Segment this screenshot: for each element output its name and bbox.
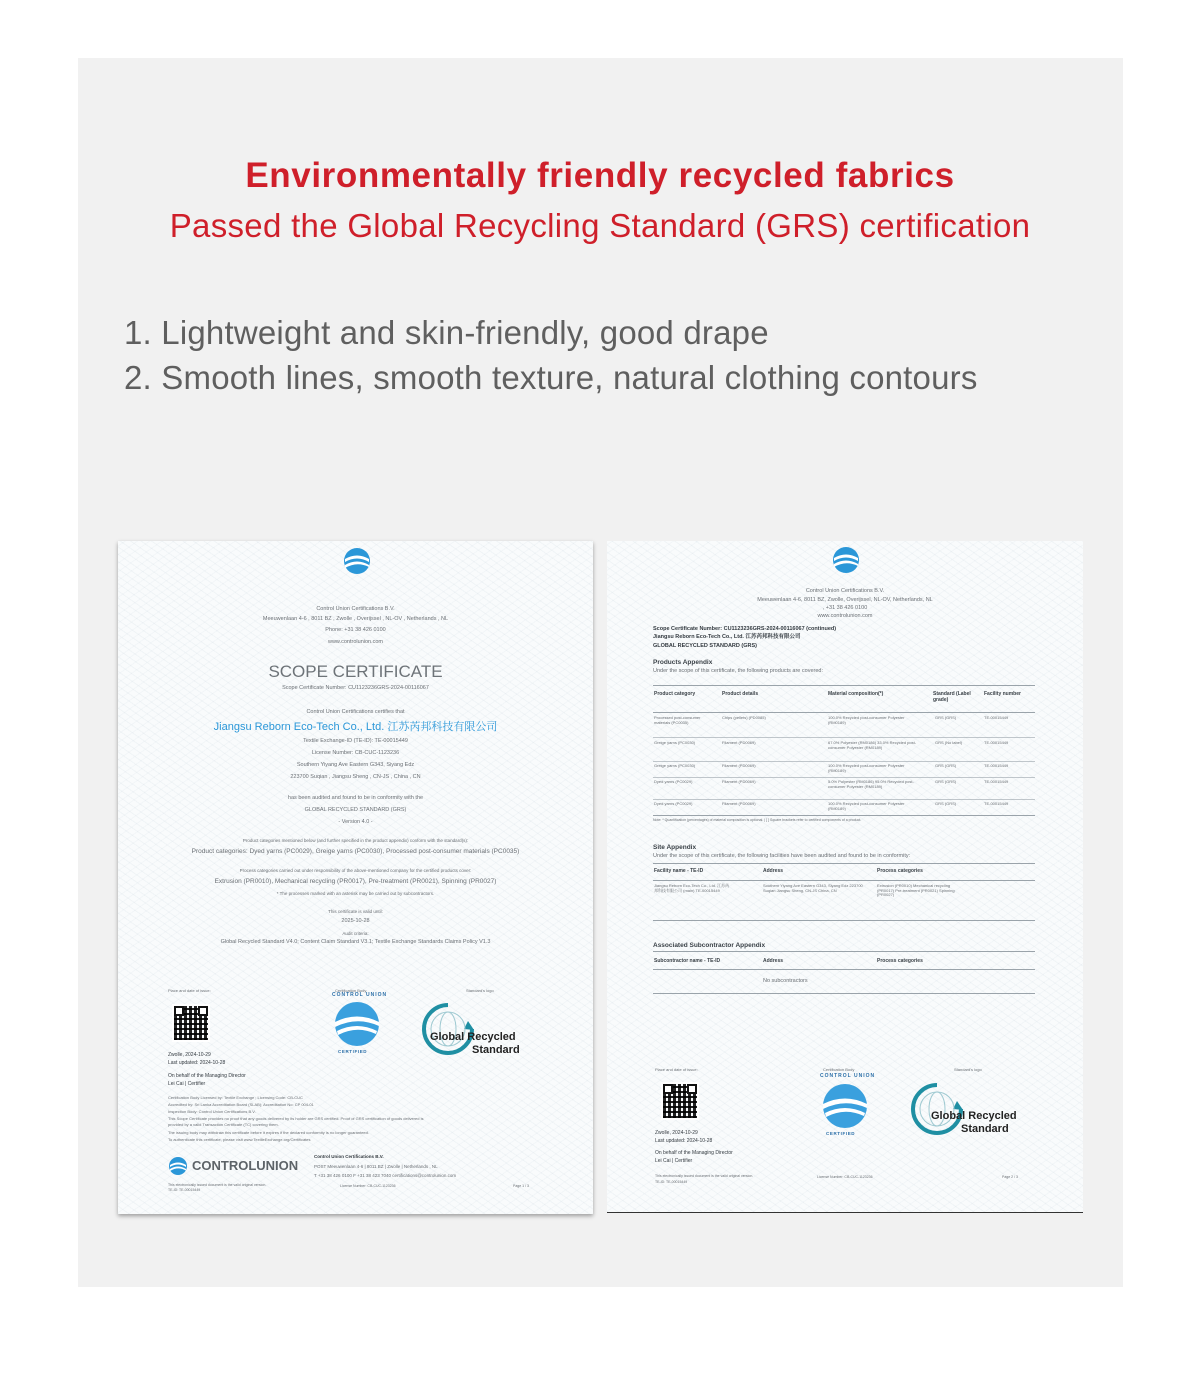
standard-name: GLOBAL RECYCLED STANDARD (GRS) <box>653 643 757 649</box>
signer: Lei Cai | Certifier <box>655 1158 693 1164</box>
footer-teid: TE-ID: TE-00015449 <box>655 1180 688 1184</box>
place-date: Zwolle, 2024-10-29 <box>168 1052 211 1058</box>
scope-certificate-page-1 <box>118 541 593 1214</box>
fine-print-3: Inspection Body: Control Union Certifications B.V. <box>168 1109 256 1114</box>
col-subcontractor-name: Subcontractor name - TE-ID <box>654 958 721 964</box>
cell-details: Filament (PD0069) <box>722 763 756 768</box>
cell-composition: 100.0% Recycled post-consumer Polyester (RM0189) <box>828 801 905 811</box>
company-name: Jiangsu Reborn Eco-Tech Co., Ltd. 江苏芮邦科技有限公司 <box>213 721 498 733</box>
valid-until: 2025-10-28 <box>341 918 370 924</box>
cell-facility: TE-00015449 <box>984 763 1009 768</box>
footer-license: License Number: CB-CUC-1123236 <box>340 1184 396 1188</box>
certificate-number: Scope Certificate Number: CU1123236GRS-2024-00116067 <box>282 685 429 691</box>
col-material-composition: Material composition(*) <box>828 691 884 697</box>
row-rule <box>653 777 1035 778</box>
table-rule <box>653 951 1035 952</box>
page-number: Page 1 / 3 <box>513 1184 529 1188</box>
issuer: Control Union Certifications B.V. <box>805 588 885 594</box>
seal-text: CONTROL UNION <box>332 992 388 998</box>
cell-category: Dyed yarns (PC0029) <box>654 779 693 784</box>
logo-label: Standard's logo <box>466 988 494 993</box>
subheadline: Passed the Global Recycling Standard (GRS) certification <box>169 207 1031 244</box>
seal-certified: CERTIFIED <box>338 1049 368 1054</box>
col-sub-processes: Process categories <box>877 958 923 964</box>
cell-standard: GRS (GRS) <box>935 763 957 768</box>
cell-composition: 100.0% Recycled post-consumer Polyester (RM0189) <box>828 763 905 773</box>
issuer-phone: , +31 38 426 0100 <box>822 605 868 611</box>
site-address: Southern Yiyang Ave Eastern G343, Siyang Edz 223700 Suqian Jiangsu Sheng, CN-JS China, CN <box>763 883 863 893</box>
process-note: Process categories carried out under responsibility of the above-mentioned company for the certified products cover: <box>239 868 472 873</box>
grs-logo-text-2: Standard <box>961 1123 1009 1135</box>
category-note: Product categories mentioned below (and further specified in the product appendix) conform with the standard(s): <box>242 838 469 843</box>
issuer-website: www.controlunion.com <box>817 613 873 619</box>
cell-details: Filament (PD0069) <box>722 740 756 745</box>
cell-details: Filament (PD0069) <box>722 779 756 784</box>
cell-category: Greige yarns (PC0030) <box>654 763 696 768</box>
fine-print-4: This Scope Certificate provides no proof that any goods delivered by its holder are GRS certified. Proof of GRS certification of goods delivered is <box>168 1116 424 1121</box>
issuer-address: Meeuwenlaan 4-6 , 8011 BZ , Zwolle , Overijssel , NL-OV , Netherlands , NL <box>262 616 449 622</box>
site-processes: Extrusion (PR0010) Mechanical recycling (PR0017) Pre-treatment (PR0021) Spinning (PR0027) <box>877 883 955 898</box>
col-facility-name: Facility name - TE-ID <box>654 868 704 874</box>
cell-facility: TE-00015449 <box>984 740 1009 745</box>
table-rule <box>653 969 1035 970</box>
col-product-category: Product category <box>654 691 696 697</box>
footer-tel: T +31 38 426 0100 F +31 38 423 7040 certifications@controlunion.com <box>314 1173 457 1178</box>
footer-license: License Number: CB-CUC-1123236 <box>817 1175 873 1179</box>
cell-facility: TE-00015449 <box>984 715 1009 720</box>
cell-category: Dyed yarns (PC0029) <box>654 801 693 806</box>
last-updated: Last updated: 2024-10-28 <box>655 1138 713 1144</box>
controlunion-brand-icon <box>168 1156 188 1176</box>
cell-composition: 5.0% Polyester (RM0186) 95.0% Recycled post-consumer Polyester (RM0189) <box>828 779 914 789</box>
control-union-logo-icon <box>342 546 372 576</box>
on-behalf: On behalf of the Managing Director <box>168 1073 246 1079</box>
standard-name: GLOBAL RECYCLED STANDARD (GRS) <box>304 807 407 813</box>
certifies-line: Control Union Certifications certifies that <box>306 709 405 715</box>
table-rule <box>653 685 1035 686</box>
products-intro: Under the scope of this certificate, the following products are covered: <box>653 668 823 674</box>
body-label: Certification Body <box>335 988 367 993</box>
place-label: Place and date of issue: <box>168 988 211 993</box>
company-city: 223700 Suqian , Jiangsu Sheng , CN-JS , China , CN <box>290 774 421 780</box>
certificate-number: Scope Certificate Number: CU1123236GRS-2024-00116067 (continued) <box>653 626 837 632</box>
seal-certified: CERTIFIED <box>826 1131 856 1136</box>
certificate-title: SCOPE CERTIFICATE <box>268 662 443 681</box>
no-subcontractors: No subcontractors <box>763 978 808 984</box>
grs-logo-icon <box>907 1079 967 1139</box>
process-categories: Extrusion (PR0010), Mechanical recycling (PR0017), Pre-treatment (PR0021), Spinning (PR0027) <box>214 878 497 885</box>
asterisk-note: * The processes marked with an asterisk may be carried out by subcontractors. <box>276 891 435 896</box>
valid-label: This certificate is valid until: <box>328 909 383 914</box>
license-number: License Number: CB-CUC-1123236 <box>311 750 400 756</box>
table-rule <box>653 920 1035 921</box>
qr-code-icon <box>174 1006 208 1040</box>
fine-print-6: The issuing body may withdraw this certificate before it expires if the declared conformity is no longer guaranteed. <box>168 1130 369 1135</box>
col-address: Address <box>763 868 784 874</box>
cell-standard: GRS (GRS) <box>935 801 957 806</box>
col-facility-number: Facility number <box>984 691 1021 697</box>
cell-details: Chips (pellets) (PD0085) <box>722 715 766 720</box>
footer-teid: TE-ID: TE-00015449 <box>168 1188 201 1192</box>
fine-print-1: Certification Body Licensed by: Textile Exchange ; Licensing Code: CB-CUC <box>168 1095 303 1100</box>
last-updated: Last updated: 2024-10-28 <box>168 1060 226 1066</box>
footer-company: Control Union Certifications B.V. <box>314 1154 384 1159</box>
cell-facility: TE-00015449 <box>984 801 1009 806</box>
standard-version: - Version 4.0 - <box>338 819 373 825</box>
cell-standard: GRS (GRS) <box>935 715 957 720</box>
product-categories: Product categories: Dyed yarns (PC0029), Greige yarns (PC0030), Processed post-consumer materials (PC0035) <box>191 848 520 855</box>
row-rule <box>653 761 1035 762</box>
company-street: Southern Yiyang Ave Eastern G343, Siyang Edz <box>296 762 415 768</box>
te-id: Textile Exchange-ID (TE-ID): TE-00015449 <box>303 738 408 744</box>
brand-wordmark: CONTROLUNION <box>192 1158 299 1173</box>
feature-2: 2. Smooth lines, smooth texture, natural clothing contours <box>124 359 978 396</box>
row-rule <box>653 737 1035 738</box>
issuer-phone: Phone: +31 38 426 0100 <box>325 627 386 633</box>
audited-line: has been audited and found to be in conformity with the <box>287 795 424 801</box>
table-rule <box>653 815 1035 816</box>
site-title: Site Appendix <box>653 844 697 851</box>
col-standard: Standard (Label grade) <box>933 691 971 703</box>
audit-criteria: Global Recycled Standard V4.0; Content Claim Standard V3.1; Textile Exchange Standards Claims Policy V1.3 <box>220 939 491 945</box>
cell-composition: 100.0% Recycled post-consumer Polyester (RM0189) <box>828 715 905 725</box>
table-rule <box>653 993 1035 994</box>
signer: Lei Cai | Certifier <box>168 1081 206 1087</box>
row-rule <box>653 799 1035 800</box>
col-process-categories: Process categories <box>877 868 923 874</box>
control-union-logo-icon <box>831 545 861 575</box>
qr-code-icon <box>663 1084 697 1118</box>
cell-category: Greige yarns (PC0030) <box>654 740 696 745</box>
on-behalf: On behalf of the Managing Director <box>655 1150 733 1156</box>
grs-logo-text-2: Standard <box>472 1044 520 1056</box>
cell-category: Processed post-consumer materials (PC0035) <box>654 715 701 725</box>
fine-print-7: To authenticate this certificate, please visit www.TextileExchange.org/Certificates <box>168 1137 311 1142</box>
subcontractor-title: Associated Subcontractor Appendix <box>653 942 766 949</box>
page-number: Page 2 / 3 <box>1002 1175 1018 1179</box>
footer-note: This electronically issued document is the valid original version. <box>168 1183 267 1187</box>
grs-logo-text-1: Global Recycled <box>430 1031 516 1043</box>
audit-label: Audit criteria: <box>342 931 369 936</box>
cell-standard: GRS (GRS) <box>935 779 957 784</box>
headline: Environmentally friendly recycled fabrics <box>245 156 955 195</box>
site-name: Jiangsu Reborn Eco-Tech Co., Ltd. 江苏芮邦科技有限公司 (main) TE-00015449 <box>654 883 730 893</box>
seal-text: CONTROL UNION <box>820 1073 876 1079</box>
grs-logo-text-1: Global Recycled <box>931 1110 1017 1122</box>
fine-print-5: provided by a valid Transaction Certificate (TC) covering them. <box>168 1122 279 1127</box>
place-date: Zwolle, 2024-10-29 <box>655 1130 698 1136</box>
cell-composition: 67.0% Polyester (RM0186) 33.0% Recycled post-consumer Polyester (RM0189) <box>828 740 917 750</box>
table-rule <box>653 880 1035 881</box>
place-label: Place and date of issue: <box>655 1067 698 1072</box>
table-rule <box>653 863 1035 864</box>
col-product-details: Product details <box>722 691 759 697</box>
site-intro: Under the scope of this certificate, the following facilities have been audited and found to be in conformity: <box>653 853 911 859</box>
body-label: Certification Body <box>823 1067 855 1072</box>
scope-certificate-page-2 <box>607 541 1083 1213</box>
issuer-address: Meeuwenlaan 4-6, 8011 BZ, Zwolle, Overijssel, NL-OV, Netherlands, NL <box>757 597 933 603</box>
col-sub-address: Address <box>763 958 784 964</box>
cell-standard: GRS (No label) <box>935 740 963 745</box>
logo-label: Standard's logo <box>954 1067 982 1072</box>
fine-print-2: Accredited by: Sri Lanka Accreditation Board (SLAB); Accreditation No: CP 004-01 <box>168 1102 314 1107</box>
products-title: Products Appendix <box>653 659 713 666</box>
company-name: Jiangsu Reborn Eco-Tech Co., Ltd. 江苏芮邦科技有限公司 <box>653 634 801 640</box>
cell-facility: TE-00015449 <box>984 779 1009 784</box>
footer-note: This electronically issued document is the valid original version. <box>655 1174 754 1178</box>
products-note: Note: * Quantification (percentages) of material composition is optional. | [ ] Square brackets refer to certified components of a product. <box>653 818 862 822</box>
feature-1: 1. Lightweight and skin-friendly, good drape <box>124 314 769 351</box>
cell-details: Filament (PD0069) <box>722 801 756 806</box>
footer-post: POST Meeuwenlaan 4-6 | 8011 BZ | Zwolle | Netherlands , NL <box>314 1164 438 1169</box>
table-rule <box>653 712 1035 713</box>
issuer-website: www.controlunion.com <box>327 639 384 645</box>
issuer: Control Union Certifications B.V. <box>316 606 395 612</box>
grs-logo-icon <box>418 999 478 1059</box>
